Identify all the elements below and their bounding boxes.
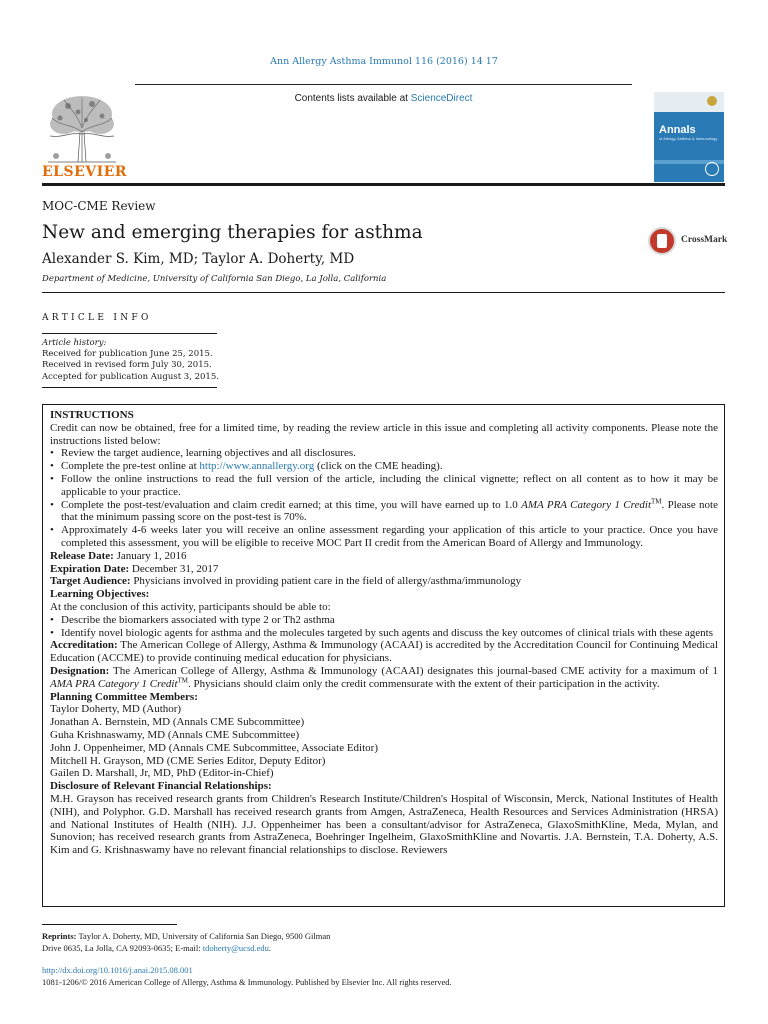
crossmark-icon [648, 227, 676, 255]
bullet-text: Review the target audience, learning objectives and all disclosures. [61, 447, 356, 460]
history-revised: Received in revised form July 30, 2015. [42, 360, 212, 371]
list-item: • Identify novel biologic agents for asthma and the molecules targeted by such agents and discuss the key outcomes of clinical trials with these agents [50, 627, 718, 640]
article-info-rule-bottom [42, 387, 217, 388]
cme-instructions-box [42, 404, 725, 907]
committee-member: Gailen D. Marshall, Jr, MD, PhD (Editor-in-Chief) [50, 767, 274, 780]
affiliation: Department of Medicine, University of California San Diego, La Jolla, California [42, 274, 387, 284]
journal-cover[interactable] [654, 92, 724, 182]
objective-text: Identify novel biologic agents for asthma and the molecules targeted by such agents and discuss the key outcomes of clinical trials with these agents [61, 626, 713, 639]
article-title: New and emerging therapies for asthma [42, 222, 423, 243]
sciencedirect-link[interactable]: ScienceDirect [410, 93, 473, 104]
title-rule [42, 292, 725, 293]
committee-member: Guha Krishnaswamy, MD (Annals CME Subcommittee) [50, 728, 300, 741]
planning-heading: Planning Committee Members: [50, 690, 198, 703]
list-item: • Complete the post-test/evaluation and claim credit earned; at this time, you will have earned up to 1.0 AMA PRA Category 1 Credit™. Please note that the minimum passing score on the post-test is 70%. [50, 496, 719, 524]
committee-member: Mitchell H. Grayson, MD (CME Series Editor, Deputy Editor) [50, 754, 326, 767]
doi-block [42, 964, 452, 988]
elsevier-logo[interactable] [42, 92, 128, 182]
crossmark-badge[interactable] [648, 227, 736, 257]
disclosure-heading: Disclosure of Relevant Financial Relationships: [50, 780, 272, 793]
cover-emblem-icon [707, 96, 717, 106]
contents-bar-rule [135, 84, 632, 85]
bullet-text: . Please note that the minimum passing score on the post-test is 70%. [61, 498, 719, 524]
history-label: Article history: [42, 338, 107, 348]
elsevier-wordmark: ELSEVIER [42, 164, 128, 180]
bullet-text: Approximately 4-6 weeks later you will receive an online assessment regarding your application of this article to your practice. Once you have completed this assessment, you will be eligible to receive MOC Part II credit from the American Board of Allergy and Immunology. [61, 524, 718, 549]
committee-member: John J. Oppenheimer, MD (Annals CME Subcommittee, Associate Editor) [50, 741, 378, 754]
article-history [42, 338, 219, 383]
history-accepted: Accepted for publication August 3, 2015. [42, 371, 219, 382]
list-item: • Review the target audience, learning objectives and all disclosures. [50, 447, 718, 460]
contents-prefix: Contents lists available at [294, 93, 411, 104]
reprints-text: Taylor A. Doherty, MD, University of California San Diego, 9500 Gilman [76, 931, 331, 941]
release-date: Release Date: January 1, 2016 [50, 549, 187, 562]
committee-member: Taylor Doherty, MD (Author) [50, 703, 182, 716]
cover-subtitle: of Allergy, Asthma & Immunology [659, 136, 718, 141]
bullet-text: (click on the CME heading). [314, 460, 443, 473]
crossmark-label: CrossMark [681, 235, 728, 245]
list-item: • Complete the pre-test online at http://www.annallergy.org (click on the CME heading). [50, 460, 443, 473]
cover-title: Annals [659, 124, 696, 136]
list-item: • Follow the online instructions to read the full version of the article, including the clinical vignette; reflect on all content as to how it may be applicable to your practice. [50, 472, 718, 498]
designation: Designation: The American College of Allergy, Asthma & Immunology (ACAAI) designates this journal-based CME activity for a maximum of 1 AMA PRA Category 1 Credit™. Physicians should claim only the credit commensurate with the extent of their participation in the activity. [50, 664, 718, 690]
reprints-text: Drive 0635, La Jolla, CA 92093-0635; E-mail: [42, 943, 203, 953]
bullet-text: Complete the pre-test online at [61, 460, 200, 473]
bullet-text: Complete the post-test/evaluation and claim credit earned; at this time, you will have earned up to 1.0 [61, 498, 522, 511]
header-rule [42, 183, 725, 186]
reprints-note: Reprints: Taylor A. Doherty, MD, University of California San Diego, 9500 Gilman Drive 0635, La Jolla, CA 92093-0635; E-mail: tdoherty@ucsd.edu. [42, 931, 331, 953]
instructions-intro: Credit can now be obtained, free for a limited time, by reading the review article in this issue and completing all activity components. Please note the instructions listed below: [50, 421, 718, 447]
footnote-rule [42, 924, 177, 925]
objectives-heading: Learning Objectives: [50, 588, 150, 601]
article-info-heading: ARTICLE INFO [42, 313, 152, 323]
list-item: • Describe the biomarkers associated with type 2 or Th2 asthma [50, 614, 718, 627]
annallergy-link[interactable]: http://www.annallergy.org [199, 460, 315, 473]
section-label: MOC-CME Review [42, 199, 156, 213]
history-received: Received for publication June 25, 2015. [42, 349, 213, 360]
expiration-date: Expiration Date: December 31, 2017 [50, 562, 219, 575]
author-email-link[interactable]: tdoherty@ucsd.edu [202, 943, 269, 953]
journal-reference[interactable]: Ann Allergy Asthma Immunol 116 (2016) 14 17 [270, 56, 498, 67]
disclosure-text: M.H. Grayson has received research grants from Children's Research Institute/Children's Hospital of Wisconsin, Merck, National Institutes of Health (NIH), and Polyphor. G.D. Marshall has received research grants from Amgen, AstraZeneca, Health Resources and Services Administration (HRSA) and National Institutes of Health (NIH). J.J. Oppenheimer has been a consultant/advisor for AstraZeneca, GlaxoSmithKline, Meda, Mylan, and Sunovion; has received research grants from AstraZeneca, Boehringer Ingelheim, GlaxoSmithKline and Novartis. J.A. Bernstein, T.A. Doherty, A.S. Kim and G. Krishnaswamy have no relevant financial relationships to disclose. Reviewers [50, 792, 718, 857]
contents-line [135, 93, 632, 104]
objectives-intro: At the conclusion of this activity, participants should be able to: [50, 600, 331, 613]
doi-link[interactable]: http://dx.doi.org/10.1016/j.anai.2015.08.001 [42, 965, 193, 975]
reprints-label: Reprints: [42, 931, 77, 941]
accreditation: Accreditation: The American College of Allergy, Asthma & Immunology (ACAAI) is accredited by the Accreditation Council for Continuing Medical Education (ACCME) to provide continuing medical education for physicians. [50, 639, 718, 665]
target-audience: Target Audience: Physicians involved in providing patient care in the field of allergy/asthma/immunology [50, 575, 522, 588]
cover-seal-icon [705, 162, 719, 176]
bullet-text: Follow the online instructions to read the full version of the article, including the clinical vignette; reflect on all content as to how it may be applicable to your practice. [61, 472, 718, 498]
trademark-mark: TM [651, 496, 662, 505]
copyright-line: 1081-1206/© 2016 American College of Allergy, Asthma & Immunology. Published by Elsevier Inc. All rights reserved. [42, 977, 452, 987]
list-item: • Approximately 4-6 weeks later you will receive an online assessment regarding your application of this article to your practice. Once you have completed this assessment, you will be eligible to receive MOC Part II credit from the American Board of Allergy and Immunology. [50, 524, 718, 549]
author-list: Alexander S. Kim, MD; Taylor A. Doherty, MD [42, 251, 355, 267]
objective-text: Describe the biomarkers associated with type 2 or Th2 asthma [61, 613, 335, 626]
elsevier-tree-icon [42, 92, 122, 164]
credit-name: AMA PRA Category 1 Credit [521, 498, 652, 511]
committee-member: Jonathan A. Bernstein, MD (Annals CME Subcommittee) [50, 716, 305, 729]
instructions-heading: INSTRUCTIONS [50, 409, 134, 421]
article-info-rule-top [42, 333, 217, 334]
cover-header [654, 92, 724, 112]
